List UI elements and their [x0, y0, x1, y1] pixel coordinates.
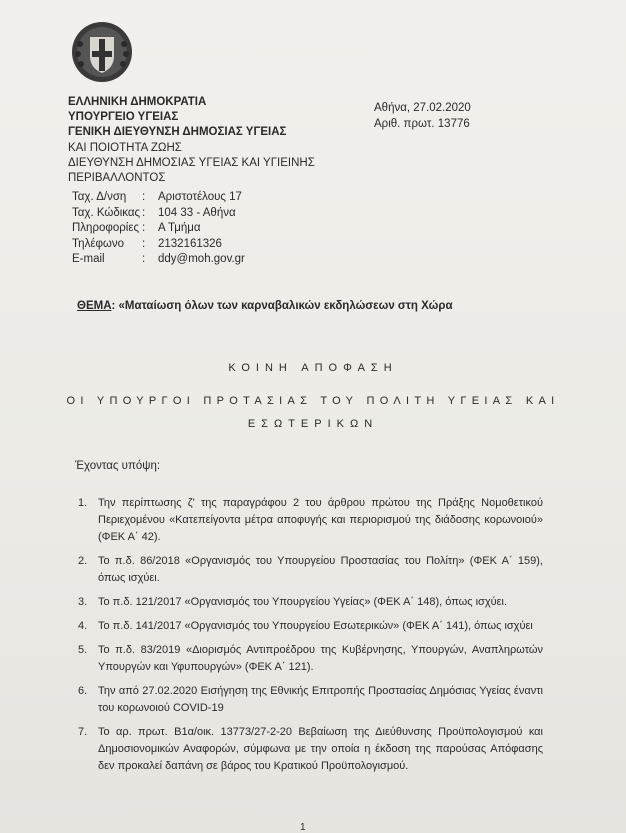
- document-date: Αθήνα, 27.02.2020: [374, 102, 471, 114]
- considering-label: Έχοντας υπόψη:: [75, 460, 161, 472]
- considerations-list: [78, 495, 543, 782]
- sender-block: [68, 95, 315, 186]
- list-item: [78, 683, 543, 717]
- contact-value: 104 33 - Αθήνα: [158, 206, 236, 219]
- subject-label: ΘΕΜΑ: [77, 300, 112, 312]
- contact-block: [72, 190, 245, 268]
- subject-text: : «Ματαίωση όλων των καρναβαλικών εκδηλώσεων στη Χώρα: [111, 300, 453, 312]
- contact-row: [72, 190, 245, 206]
- contact-separator: :: [142, 237, 146, 250]
- contact-row: [72, 206, 245, 222]
- list-item: [78, 553, 543, 587]
- list-item: [78, 495, 543, 546]
- contact-email: ddy@moh.gov.gr: [158, 253, 245, 265]
- ministers-heading-cont: ΕΣΩΤΕΡΙΚΩΝ: [247, 418, 379, 430]
- contact-row: [72, 237, 245, 253]
- item-number: 4.: [78, 620, 88, 632]
- ministers-heading: ΟΙ ΥΠΟΥΡΓΟΙ ΠΡΟΤΑΣΙΑΣ ΤΟΥ ΠΟΛΙΤΗ ΥΓΕΙΑΣ ΚΑΙ: [66, 395, 560, 407]
- item-text: Το π.δ. 141/2017 «Οργανισμός του Υπουργείου Εσωτερικών» (ΦΕΚ Α΄ 141), όπως ισχύει: [98, 620, 533, 632]
- contact-separator: :: [142, 191, 146, 203]
- contact-row: [72, 221, 245, 237]
- item-text: Το αρ. πρωτ. Β1α/οικ. 13773/27-2-20 Βεβαίωση της Διεύθυνσης Προϋπολογισμού και Δημοσιονομικών Αναφορών, σύμφωνα με την οποία η έκδοση της παρούσας Απόφασης δεν προκαλεί δαπάνη σε βάρος του Κρατικού Προϋπολογισμού.: [98, 726, 543, 772]
- contact-label: Ταχ. Κώδικας: [72, 206, 141, 219]
- contact-label: Ταχ. Δ/νση: [72, 191, 127, 203]
- item-text: Το π.δ. 83/2019 «Διορισμός Αντιπροέδρου της Κυβέρνησης, Υπουργών, Αναπληρωτών Υπουργών και Υφυπουργών» (ΦΕΚ Α΄ 121).: [98, 644, 543, 673]
- coat-of-arms-emblem: [70, 20, 134, 84]
- subject-line: [77, 300, 453, 312]
- item-number: 2.: [78, 555, 88, 567]
- item-text: Την περίπτωσης ζ' της παραγράφου 2 του άρθρου πρώτου της Πράξης Νομοθετικού Περιεχομένου «Κατεπείγοντα μέτρα αποφυγής και περιορισμού της διάδοσης κορωνοιού» (ΦΕΚ Α΄ 42).: [98, 497, 543, 543]
- contact-label: Τηλέφωνο: [72, 237, 125, 250]
- sender-line: ΠΕΡΙΒΑΛΛΟΝΤΟΣ: [68, 172, 166, 185]
- item-number: 5.: [78, 644, 88, 656]
- list-item: [78, 594, 543, 611]
- contact-value: Α Τμήμα: [158, 222, 201, 234]
- decision-title: ΚΟΙΝΗ ΑΠΟΦΑΣΗ: [228, 362, 398, 374]
- list-item: [78, 724, 543, 775]
- item-text: Το π.δ. 121/2017 «Οργανισμός του Υπουργείου Υγείας» (ΦΕΚ Α΄ 148), όπως ισχύει.: [98, 596, 508, 608]
- item-text: Το π.δ. 86/2018 «Οργανισμός του Υπουργείου Προστασίας του Πολίτη» (ΦΕΚ Α΄ 159), όπως ισχύει.: [98, 555, 543, 584]
- item-number: 7.: [78, 726, 88, 738]
- sender-line: ΓΕΝΙΚΗ ΔΙΕΥΘΥΝΣΗ ΔΗΜΟΣΙΑΣ ΥΓΕΙΑΣ: [68, 126, 287, 139]
- document-meta: [374, 101, 471, 132]
- protocol-number: Αριθ. πρωτ. 13776: [374, 117, 470, 130]
- sender-line: ΕΛΛΗΝΙΚΗ ΔΗΜΟΚΡΑΤΙΑ: [68, 96, 207, 108]
- sender-line: ΚΑΙ ΠΟΙΟΤΗΤΑ ΖΩΗΣ: [68, 141, 182, 154]
- contact-label: E-mail: [72, 253, 105, 265]
- contact-value: Αριστοτέλους 17: [158, 191, 242, 203]
- item-number: 1.: [78, 497, 88, 509]
- item-text: Την από 27.02.2020 Εισήγηση της Εθνικής Επιτροπής Προστασίας Δημόσιας Υγείας έναντι του κορωνοιού COVID-19: [98, 685, 543, 714]
- item-number: 6.: [78, 685, 88, 697]
- contact-separator: :: [142, 206, 146, 219]
- contact-value: 2132161326: [158, 237, 222, 250]
- sender-line: ΔΙΕΥΘΥΝΣΗ ΔΗΜΟΣΙΑΣ ΥΓΕΙΑΣ ΚΑΙ ΥΓΙΕΙΝΗΣ: [68, 156, 315, 169]
- sender-line: ΥΠΟΥΡΓΕΙΟ ΥΓΕΙΑΣ: [68, 111, 179, 124]
- contact-label: Πληροφορίες: [72, 222, 140, 234]
- list-item: [78, 642, 543, 676]
- contact-separator: :: [142, 253, 146, 265]
- item-number: 3.: [78, 596, 88, 608]
- list-item: [78, 618, 543, 635]
- contact-row: [72, 252, 245, 268]
- contact-separator: :: [142, 222, 146, 234]
- page-number: 1: [300, 822, 306, 833]
